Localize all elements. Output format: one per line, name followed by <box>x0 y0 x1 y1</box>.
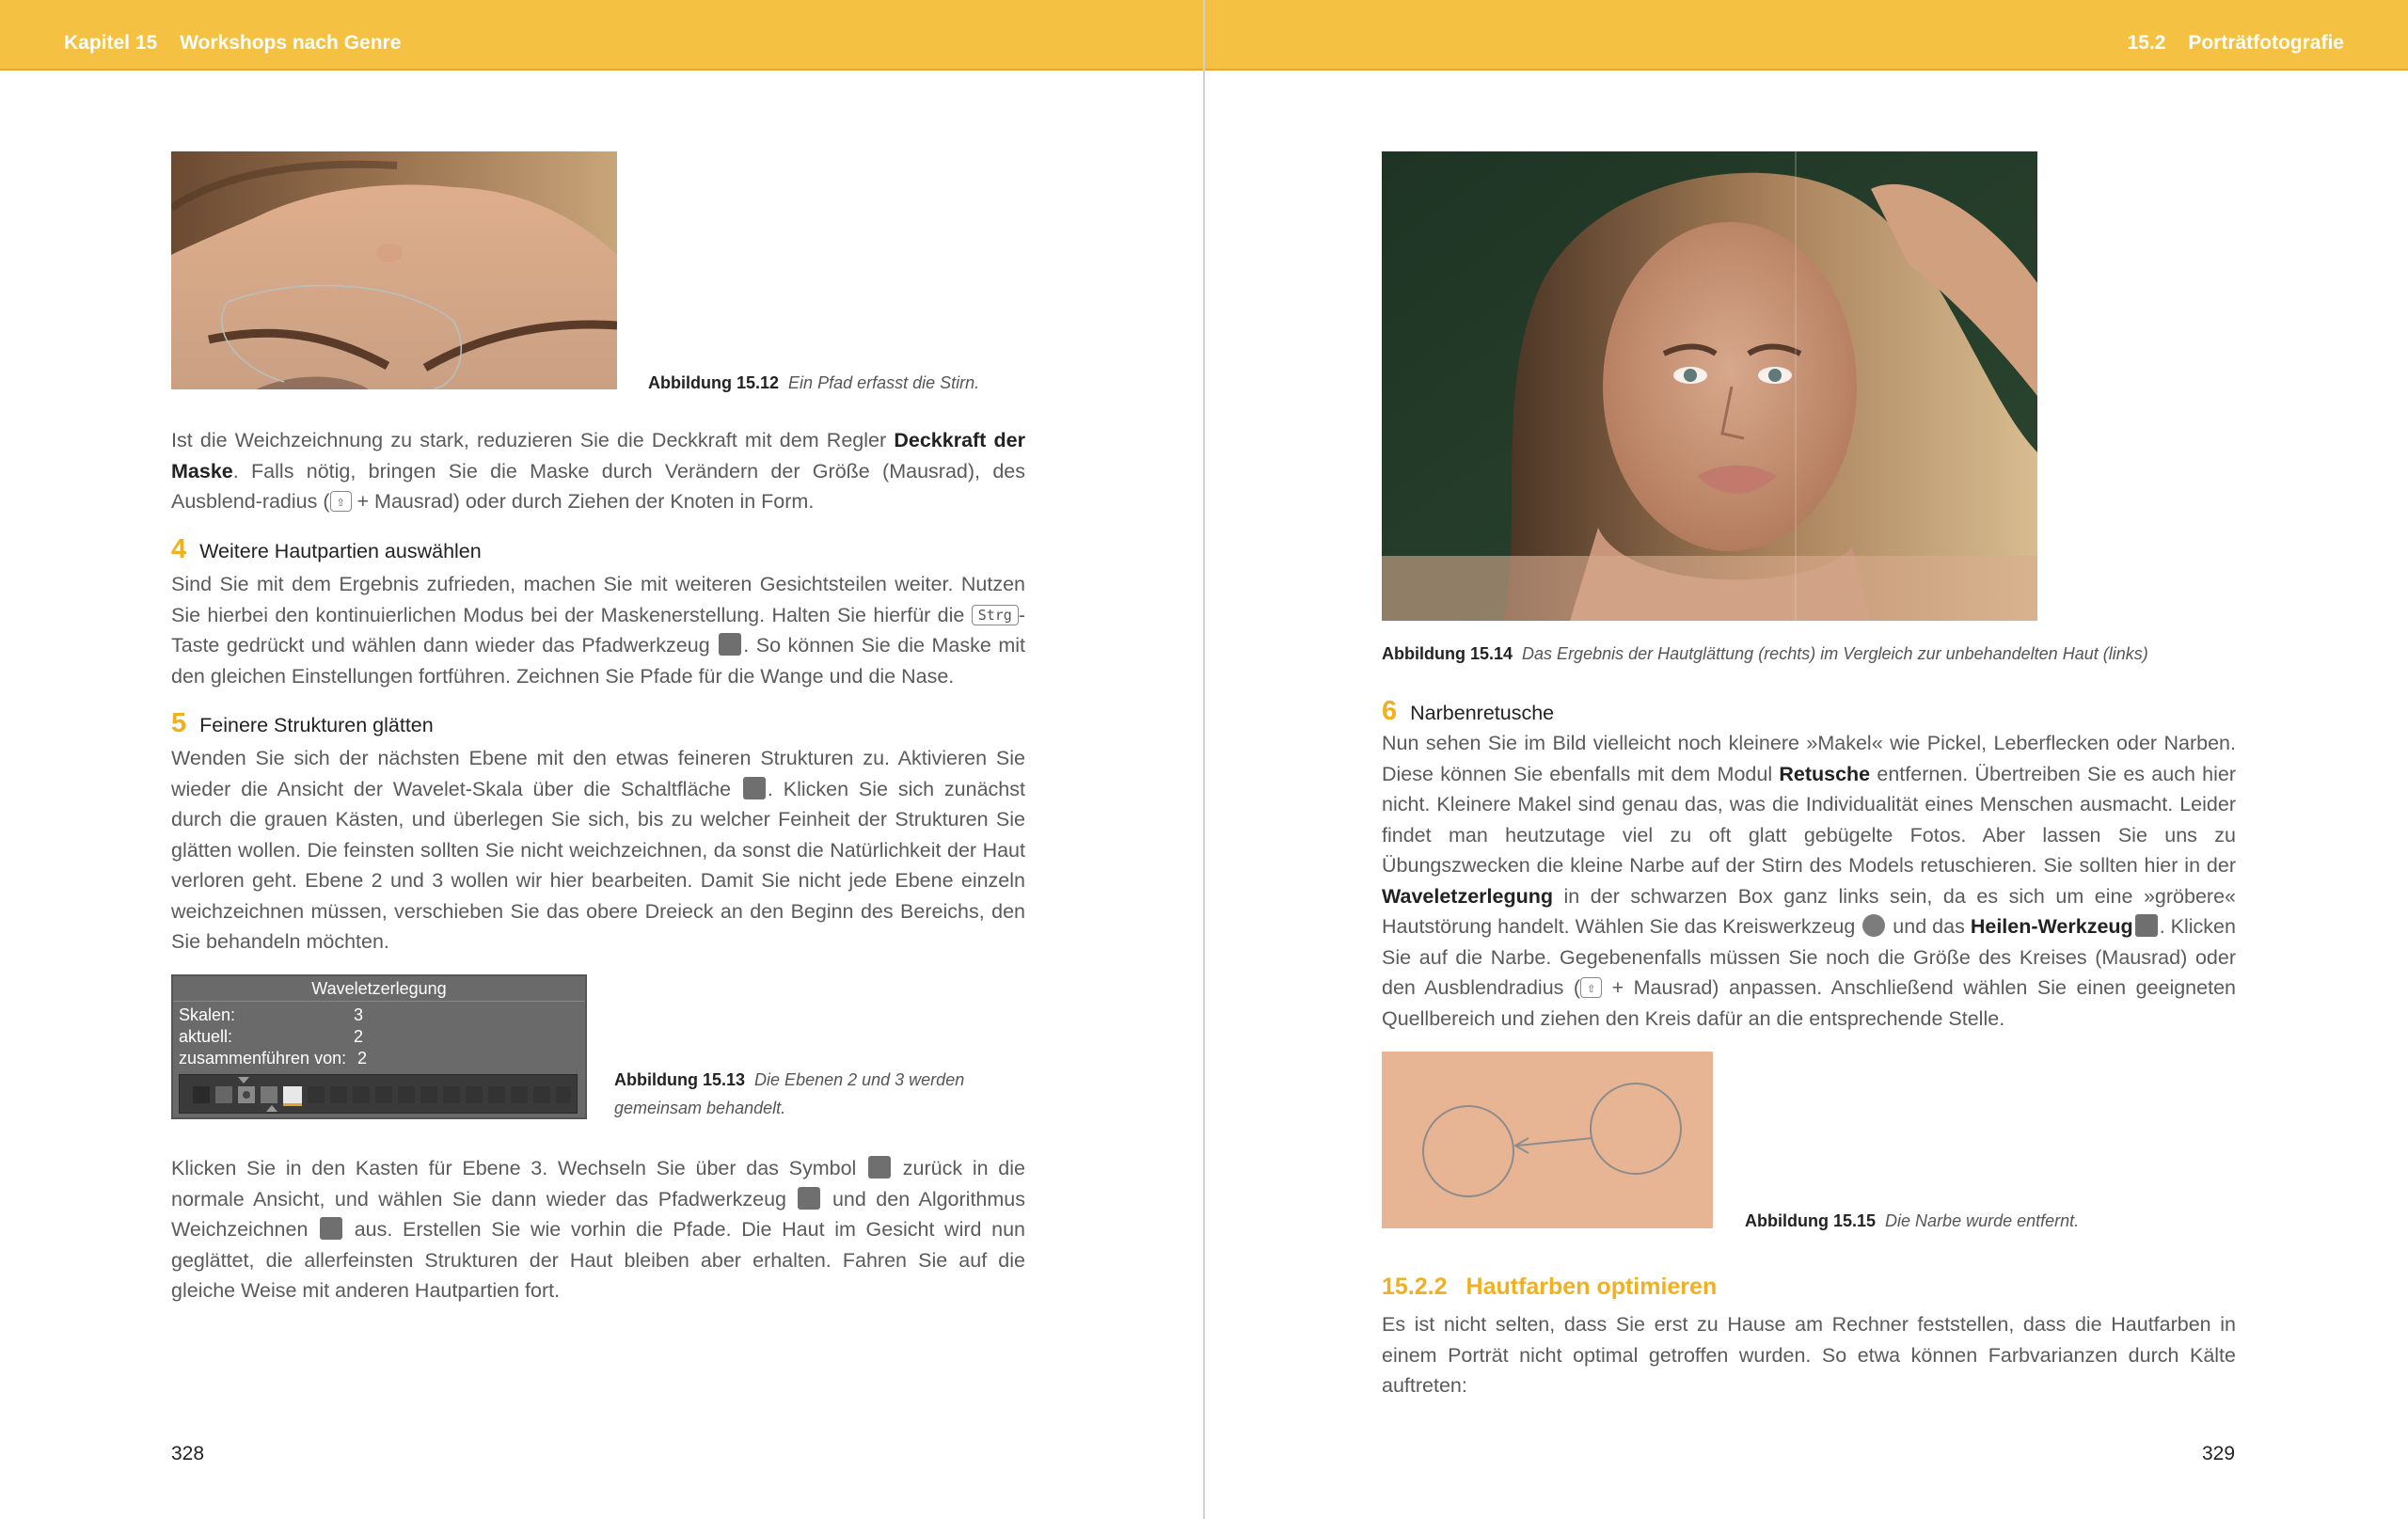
body-paragraph: Es ist nicht selten, dass Sie erst zu Hause am Rechner feststellen, dass die Hautfarben in einem Porträt nicht optimal getroffen wurden. So etwa können Farbvarianzen durch Kälte auftreten: <box>1382 1313 2236 1397</box>
body-paragraph <box>1382 728 2236 1034</box>
text-run: zurück in die normale Ansicht, und wählen Sie dann wieder das Pfadwerkzeug <box>171 1157 1025 1210</box>
right-running-header <box>1205 0 2408 71</box>
figure-text: Das Ergebnis der Hautglättung (rechts) im Vergleich zur unbehandelten Haut (links) <box>1522 644 2148 663</box>
text-run: . Klicken Sie auf die Narbe. Gegebenenfalls müssen Sie noch die Größe des Kreises (Mausrad) oder den Ausblendradius ( <box>1382 915 2236 999</box>
body-paragraph <box>171 1153 1025 1306</box>
wavelet-title: Waveletzerlegung <box>173 976 585 1002</box>
figure-label: Abbildung 15.15 <box>1745 1211 1877 1230</box>
circle-tool-icon <box>1862 914 1885 937</box>
bold-term: Retusche <box>1779 762 1871 785</box>
section-number: 15.2 <box>2127 32 2166 54</box>
bold-term: Deckkraft der Maske <box>171 429 1025 483</box>
blur-drop-icon <box>320 1217 342 1240</box>
step-title: Weitere Hautpartien auswählen <box>199 540 482 562</box>
wavelet-scale-button-icon <box>743 777 766 799</box>
figure-text: Ein Pfad erfasst die Stirn. <box>788 373 980 392</box>
wavelet-panel <box>171 974 587 1119</box>
right-page <box>1205 0 2408 1519</box>
body-paragraph <box>171 743 1025 957</box>
text-run: entfernen. Übertreiben Sie es auch hier nicht. Kleinere Makel sind genau das, was die Individualität eines Menschen ausmacht. Leider findet man heutzutage viel zu oft glatt gebügelte Fotos. Aber lassen Sie uns zu Übungszwecken die kleine Narbe auf der Stirn des Models retuschieren. Sie sollten hier in der <box>1382 762 2237 877</box>
figure-caption-15-15 <box>1745 1207 2079 1235</box>
figure-label: Abbildung 15.14 <box>1382 644 1513 663</box>
figure-label: Abbildung 15.13 <box>614 1070 746 1089</box>
shift-key-icon: ⇧ <box>330 491 352 512</box>
wavelet-scale-bar <box>179 1074 578 1114</box>
path-tool-icon <box>798 1187 820 1210</box>
step-title: Narbenretusche <box>1410 702 1555 724</box>
section-heading-number: 15.2.2 <box>1382 1274 1448 1300</box>
chapter-number: Kapitel 15 <box>64 32 158 54</box>
heal-tool-icon <box>2135 914 2158 937</box>
text-run: in der schwarzen Box ganz links sein, da es sich um eine »gröbere« Hautstörung handelt. Wählen Sie das Kreiswerkzeug <box>1382 884 2236 938</box>
normal-view-icon <box>868 1156 891 1179</box>
text-run: und das <box>1887 915 1971 938</box>
text-run: + Mausrad) oder durch Ziehen der Knoten in Form. <box>351 490 815 513</box>
step-title: Feinere Strukturen glätten <box>199 714 434 736</box>
wavelet-row-label: Skalen: <box>179 1005 236 1024</box>
figure-caption-15-13 <box>614 1066 1009 1122</box>
bold-term: Heilen-Werkzeug <box>1970 915 2133 938</box>
wavelet-row-value: 2 <box>357 1049 368 1068</box>
text-run: Nun sehen Sie im Bild vielleicht noch kleinere »Makel« wie Pickel, Leberflecken oder Narben. Diese können Sie ebenfalls mit dem Modul <box>1382 732 2236 785</box>
portrait-photo <box>1382 151 2037 621</box>
text-run: . So können Sie die Maske mit den gleichen Einstellungen fortführen. Zeichnen Sie Pfade für die Wange und die Nase. <box>171 634 1025 688</box>
section-title: Porträtfotografie <box>2188 32 2344 54</box>
text-run: Sind Sie mit dem Ergebnis zufrieden, machen Sie mit weiteren Gesichtsteilen weiter. Nutzen Sie hierbei den kontinuierlichen Modus bei der Maskenerstellung. Halten Sie hierfür die <box>171 573 1025 626</box>
text-run: -Taste gedrückt und wählen dann wieder das Pfadwerkzeug <box>171 603 1025 657</box>
figure-label: Abbildung 15.12 <box>648 373 780 392</box>
text-run: Klicken Sie in den Kasten für Ebene 3. Wechseln Sie über das Symbol <box>171 1157 867 1179</box>
text-run: . Klicken Sie sich zunächst durch die grauen Kästen, und überlegen Sie sich, bis zu welcher Feinheit der Strukturen Sie glätten wollen. Die feinsten sollten Sie nicht weichzeichnen, da sonst die Natürlichkeit der Haut verloren geht. Ebene 2 und 3 wollen wir hier bearbeiten. Damit Sie nicht jede Ebene einzeln weichzeichnen müssen, verschieben Sie das obere Dreieck an den Beginn des Bereichs, den Sie behandeln möchten. <box>171 777 1025 953</box>
text-run: Ist die Weichzeichnung zu stark, reduzieren Sie die Deckkraft mit dem Regler <box>171 429 895 451</box>
step-heading <box>171 534 482 565</box>
figure-caption-15-12 <box>648 369 979 397</box>
step-number: 5 <box>171 708 187 738</box>
wavelet-row-value: 2 <box>354 1027 364 1046</box>
figure-text: Die Narbe wurde entfernt. <box>1885 1211 2080 1230</box>
section-heading-title: Hautfarben optimieren <box>1465 1274 1718 1300</box>
text-run: . Falls nötig, bringen Sie die Maske durch Verändern der Größe (Mausrad), des Ausblend-radius ( <box>171 459 1025 513</box>
wavelet-row-label: zusammenführen von: <box>179 1049 347 1068</box>
page-number: 328 <box>171 1443 205 1464</box>
step-heading <box>1382 696 1554 727</box>
figure-caption-15-14 <box>1382 640 2148 668</box>
bold-term: Waveletzerlegung <box>1382 884 1553 908</box>
step-number: 4 <box>171 534 187 564</box>
text-run: und den Algorithmus Weichzeichnen <box>171 1187 1025 1241</box>
text-run: + Mausrad) anpassen. Anschließend wählen Sie einen geeigneten Quellbereich und ziehen den Kreis dafür an die entsprechende Stelle. <box>1382 976 2236 1030</box>
strg-key: Strg <box>972 605 1019 625</box>
step-heading <box>171 708 434 739</box>
section-heading <box>1382 1274 1717 1301</box>
step-number: 6 <box>1382 696 1398 726</box>
forehead-photo <box>171 151 617 389</box>
body-paragraph <box>171 425 1025 517</box>
body-paragraph <box>171 569 1025 691</box>
page-number: 329 <box>2202 1443 2236 1464</box>
shift-key-icon: ⇧ <box>1580 977 1602 998</box>
path-tool-icon <box>719 633 741 656</box>
chapter-title: Workshops nach Genre <box>180 32 402 54</box>
left-page <box>0 0 1203 1519</box>
scar-retouch-photo <box>1382 1052 1713 1228</box>
wavelet-row-label: aktuell: <box>179 1027 233 1046</box>
text-run: Wenden Sie sich der nächsten Ebene mit den etwas feineren Strukturen zu. Aktivieren Sie wieder die Ansicht der Wavelet-Skala über die Schaltfläche <box>171 747 1025 800</box>
figure-text: Die Ebenen 2 und 3 werden gemeinsam behandelt. <box>614 1070 965 1117</box>
wavelet-row-value: 3 <box>354 1005 364 1024</box>
text-run: aus. Erstellen Sie wie vorhin die Pfade. Die Haut im Gesicht wird nun geglättet, die allerfeinsten Strukturen der Haut bleiben aber erhalten. Fahren Sie auf die gleiche Weise mit anderen Hautpartien fort. <box>171 1218 1025 1302</box>
left-running-header <box>0 0 1203 71</box>
